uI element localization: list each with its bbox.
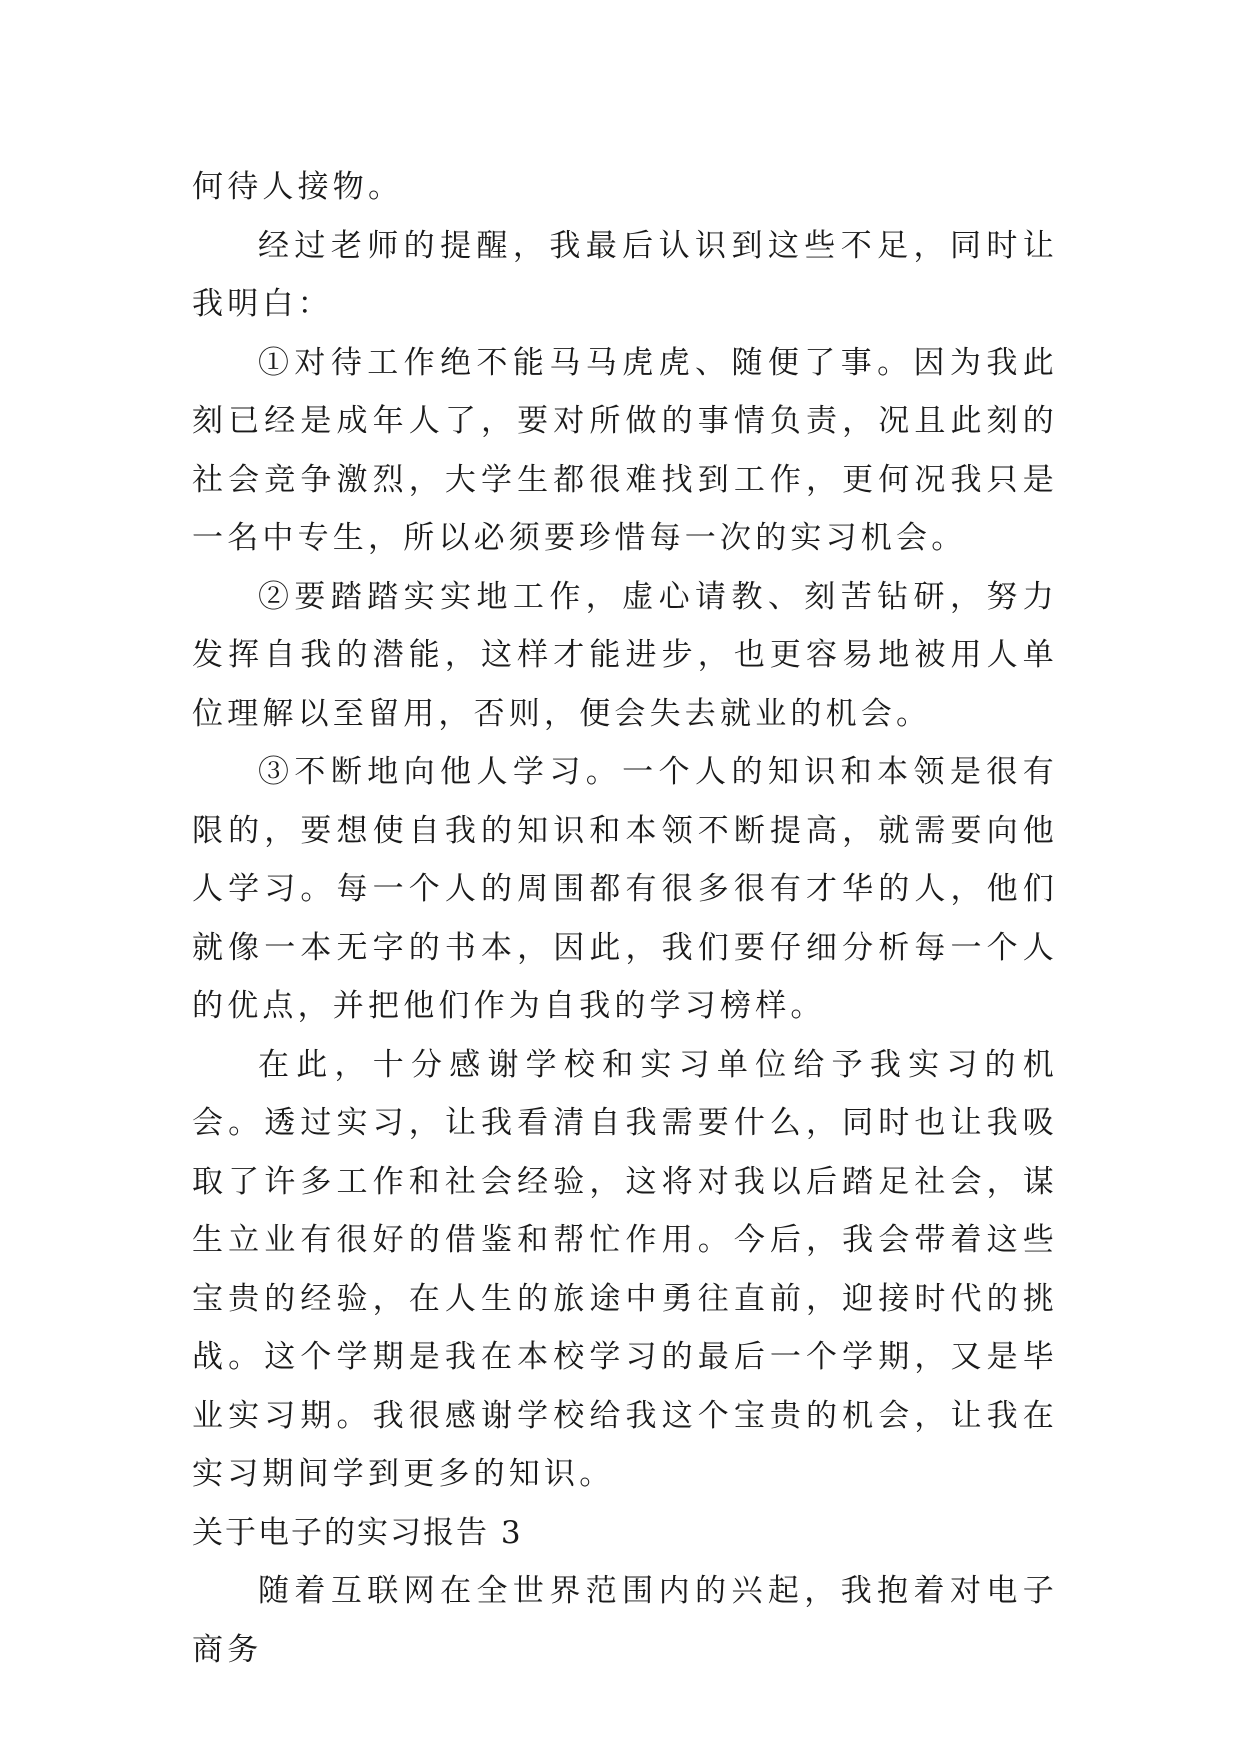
paragraph-6: 在此，十分感谢学校和实习单位给予我实习的机会。透过实习，让我看清自我需要什么，同时也让我吸取了许多工作和社会经验，这将对我以后踏足社会，谋生立业有很好的借鉴和帮忙作用。今后，我会带着这些宝贵的经验，在人生的旅途中勇往直前，迎接时代的挑战。这个学期是我在本校学习的最后一个学期，又是毕业实习期。我很感谢学校给我这个宝贵的机会，让我在实习期间学到更多的知识。 (192, 1046, 1058, 1492)
document-page (192, 158, 1058, 1679)
paragraph-3: ①对待工作绝不能马马虎虎、随便了事。因为我此刻已经是成年人了，要对所做的事情负责，况且此刻的社会竞争激烈，大学生都很难找到工作，更何况我只是一名中专生，所以必须要珍惜每一次的实习机会。 (192, 344, 1058, 556)
paragraph-5: ③不断地向他人学习。一个人的知识和本领是很有限的，要想使自我的知识和本领不断提高，就需要向他人学习。每一个人的周围都有很多很有才华的人，他们就像一本无字的书本，因此，我们要仔细分析每一个人的优点，并把他们作为自我的学习榜样。 (192, 754, 1058, 1024)
paragraph-7: 随着互联网在全世界范围内的兴起，我抱着对电子商务 (192, 1573, 1058, 1668)
section-heading: 关于电子的实习报告 3 (192, 1514, 523, 1551)
paragraph-2: 经过老师的提醒，我最后认识到这些不足，同时让我明白： (192, 227, 1058, 322)
paragraph-4: ②要踏踏实实地工作，虚心请教、刻苦钻研，努力发挥自我的潜能，这样才能进步，也更容易地被用人单位理解以至留用，否则，便会失去就业的机会。 (192, 578, 1058, 732)
paragraph-1: 何待人接物。 (192, 169, 404, 205)
